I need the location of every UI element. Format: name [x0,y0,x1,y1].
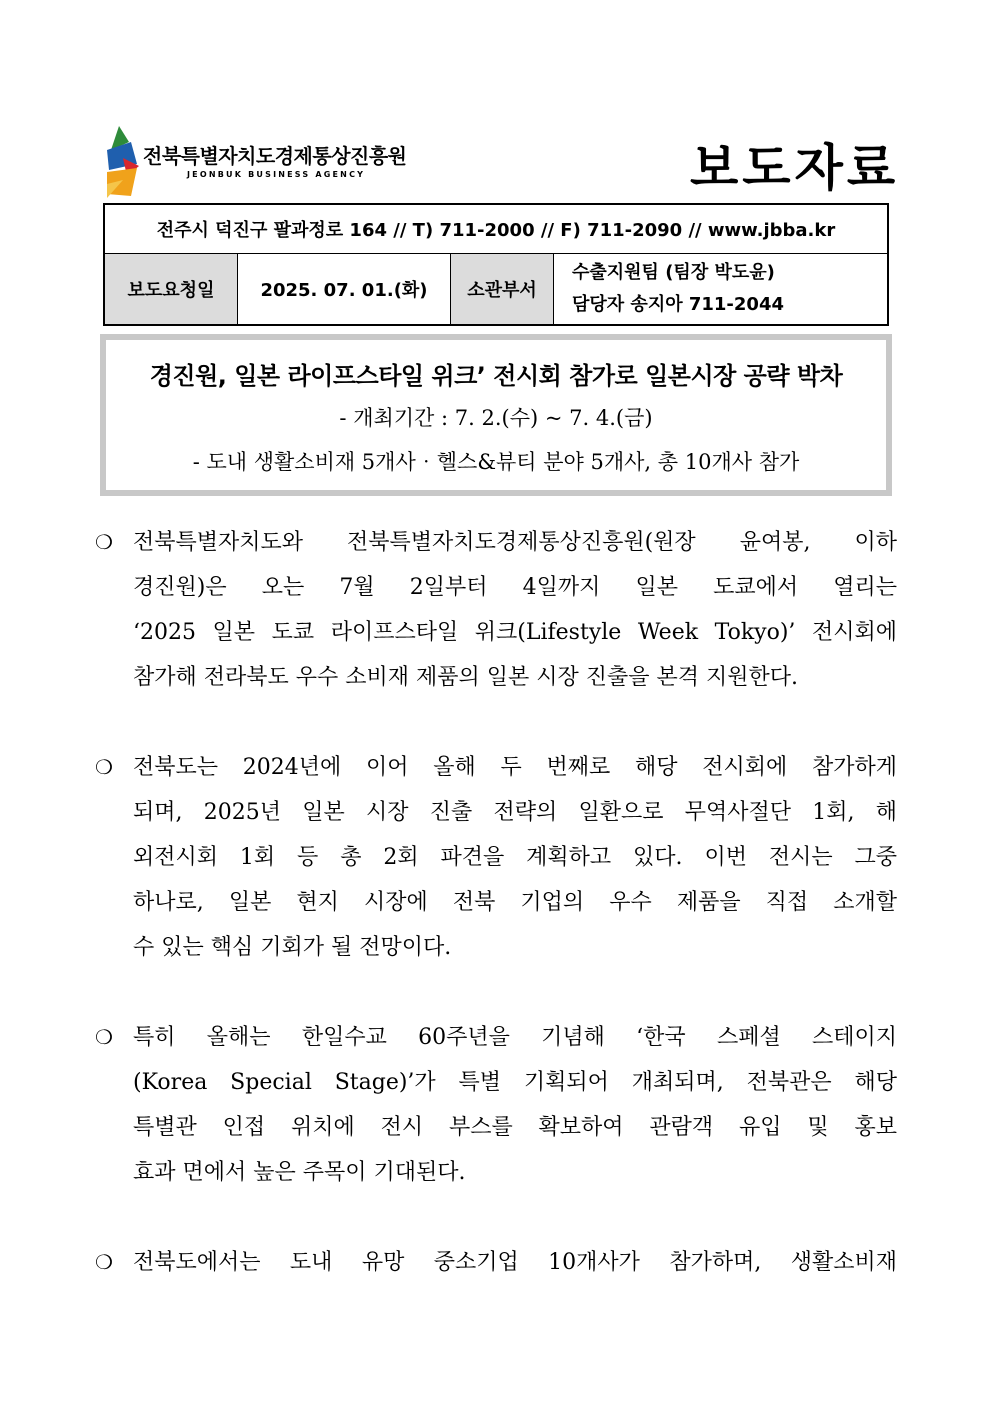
paragraph-line: (Korea Special Stage)’가 특별 기획되어 개최되며, 전북관은 해당 [133,1070,897,1095]
subheading-participants: - 도내 생활소비재 5개사‧헬스&뷰티 분야 5개사, 총 10개사 참가 [192,450,800,474]
paragraph-line: 전북특별자치도와 전북특별자치도경제통상진흥원(원장 윤여봉, 이하 [133,530,897,555]
paragraph-line: ‘2025 일본 도쿄 라이프스타일 위크(Lifestyle Week Tokyo)’ 전시회에 [133,620,897,645]
paragraph-line: 효과 면에서 높은 주목이 기대된다. [133,1160,466,1185]
paragraph-line: 경진원)은 오는 7월 2일부터 4일까지 일본 도쿄에서 열리는 [133,575,897,600]
paragraph-line: 특히 올해는 한일수교 60주년을 기념해 ‘한국 스페셜 스테이지 [133,1025,897,1050]
paragraph-line: 되며, 2025년 일본 시장 진출 전략의 일환으로 무역사절단 1회, 해 [133,800,897,825]
department-team: 수출지원팀 (팀장 박도윤) [572,262,775,283]
paragraph [95,745,897,970]
agency-logo [103,124,407,200]
department-info [554,254,889,326]
org-name: 전북특별자치도경제통상진흥원 [143,144,407,168]
bullet-icon: ❍ [95,1250,113,1274]
agency-logo-icon [103,124,141,200]
contact-address: 전주시 덕진구 팔과정로 164 // T) 711-2000 // F) 711-2090 // www.jbba.kr [104,204,888,254]
document-type-title: 보도자료 [690,139,900,197]
summary-box [100,334,892,496]
paragraph-line: 외전시회 1회 등 총 2회 파견을 계획하고 있다. 이번 전시는 그중 [133,845,898,870]
paragraph-line: 전북도는 2024년에 이어 올해 두 번째로 해당 전시회에 참가하게 [133,755,897,780]
request-date-label: 보도요청일 [104,254,238,326]
paragraph-line: 전북도에서는 도내 유망 중소기업 10개사가 참가하며, 생활소비재 [133,1250,897,1275]
request-date: 2025. 07. 01.(화) [238,254,451,326]
subheading-period: - 개최기간 : 7. 2.(수) ~ 7. 4.(금) [339,406,653,430]
org-english-name: JEONBUK BUSINESS AGENCY [187,170,366,179]
press-info-table [103,203,889,326]
bullet-icon: ❍ [95,1025,113,1049]
paragraph [95,520,897,700]
bullet-icon: ❍ [95,755,113,779]
bullet-icon: ❍ [95,530,113,554]
paragraph [95,1240,897,1285]
headline: 경진원, 일본 라이프스타일 위크’ 전시회 참가로 일본시장 공략 박차 [149,362,843,390]
paragraph-line: 수 있는 핵심 기회가 될 전망이다. [133,935,452,960]
paragraph-line: 참가해 전라북도 우수 소비재 제품의 일본 시장 진출을 본격 지원한다. [133,665,798,690]
paragraph [95,1015,897,1195]
department-label: 소관부서 [451,254,554,326]
department-contact: 담당자 송지아 711-2044 [572,294,785,315]
paragraph-line: 하나로, 일본 현지 시장에 전북 기업의 우수 제품을 직접 소개할 [133,890,897,915]
paragraph-line: 특별관 인접 위치에 전시 부스를 확보하여 관람객 유입 및 홍보 [133,1115,897,1140]
